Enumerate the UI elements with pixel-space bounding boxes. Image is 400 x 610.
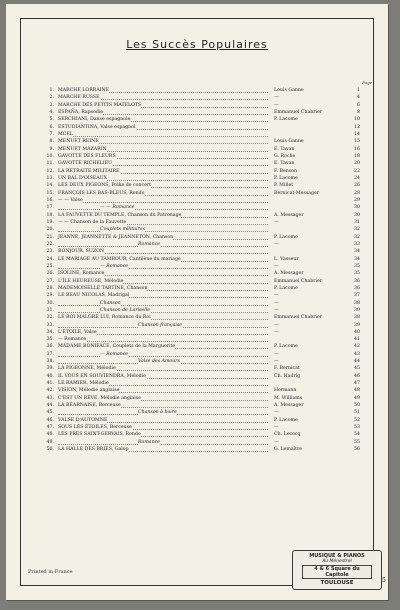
entry-page: 48 (346, 387, 360, 394)
list-item (42, 329, 360, 336)
entry-page: 6 (346, 102, 360, 109)
entry-page: 44 (346, 358, 360, 365)
list-item (42, 146, 360, 153)
entry-title: SOUS LES ÉTOILES, Berceuse (58, 425, 132, 431)
entry-title: — Romance (100, 351, 129, 357)
entry-page: 29 (346, 197, 360, 204)
entry-number: 46. (42, 417, 54, 424)
list-item (42, 256, 360, 263)
entry-author: — (274, 300, 279, 306)
entry-page: 34 (346, 248, 360, 255)
list-item (42, 402, 360, 409)
entry-title: MARCHE DES PETITS MATELOTS (58, 102, 142, 108)
entry-title: L'ÎLE HEUREUSE, Mélodie (58, 278, 124, 284)
entry-number: 2. (42, 94, 54, 101)
entry-number: 23. (42, 248, 54, 255)
stamp-line-2: Au Ménestrel (322, 559, 352, 564)
list-item (42, 197, 360, 204)
music-shop-stamp (292, 550, 382, 590)
list-item (42, 190, 360, 197)
dot-leader (58, 226, 268, 232)
dot-leader (58, 351, 268, 357)
list-item (42, 175, 360, 182)
list-item (42, 409, 360, 416)
entry-title: ESTUDIANTINA, Valse espagnol (58, 124, 136, 130)
list-item (42, 373, 360, 380)
catalog-page (6, 4, 388, 600)
entry-author: A. Messager (274, 403, 304, 409)
entry-title: — Romance (100, 263, 129, 269)
printed-in-label: Printed in France (28, 569, 73, 575)
list-item (42, 278, 360, 285)
entry-page: 43 (346, 351, 360, 358)
entry-number: 6. (42, 124, 54, 131)
dot-leader (58, 336, 268, 342)
entry-title: IL VOUS EN SOUVIENDRA, Mélodie (58, 373, 146, 379)
list-item (42, 241, 360, 248)
entry-author: — (274, 102, 279, 108)
entry-author: — (274, 263, 279, 269)
entry-title: ESPAÑA, Rapsodie (58, 109, 104, 115)
entry-title: Chanson (100, 300, 121, 306)
list-item (42, 182, 360, 189)
entry-author: — (274, 329, 279, 335)
entry-author: Ch. Lecocq (274, 432, 301, 438)
list-item (42, 351, 360, 358)
entry-author: P. Lacome (274, 344, 298, 350)
entry-number: 48. (42, 431, 54, 438)
list-item (42, 131, 360, 138)
entry-title: L'ÉTOILE, Valse (58, 329, 97, 335)
entry-number: 9. (42, 146, 54, 153)
entry-number: 14. (42, 182, 54, 189)
entry-number: 47. (42, 424, 54, 431)
entry-page: 39 (346, 322, 360, 329)
entry-page: 41 (346, 336, 360, 343)
entry-title: MADAME BONIFACE, Couplets de la Marguerite (58, 344, 176, 350)
entry-title: LA RETRAITE MILITAIRE (58, 168, 120, 174)
list-item (42, 234, 360, 241)
entry-author: — (274, 95, 279, 101)
entry-page: 32 (346, 234, 360, 241)
entry-number: 45. (42, 409, 54, 416)
entry-title: Chanson française (138, 322, 183, 328)
entry-author: Louis Ganne (274, 88, 304, 93)
entry-number: 13. (42, 175, 54, 182)
list-item (42, 343, 360, 350)
entry-author: Emmanuel Chabrier (274, 278, 323, 284)
entry-author: — (274, 307, 279, 313)
entry-author: G. Roche (274, 153, 296, 159)
entry-page: 45 (346, 365, 360, 372)
entry-page: 38 (346, 300, 360, 307)
list-item (42, 270, 360, 277)
list-item (42, 212, 360, 219)
entry-page: 22 (346, 168, 360, 175)
entry-page: 55 (346, 439, 360, 446)
entry-page: 26 (346, 182, 360, 189)
entry-title: JEANNE, JEANNETTE & JEANNETON, Chanson (58, 234, 174, 240)
entry-title: LES DEUX PIGEONS, Polka de concert (58, 183, 151, 189)
list-item (42, 226, 360, 233)
entry-title: MARCHE LORRAINE (58, 88, 110, 93)
entry-page: 4 (346, 94, 360, 101)
entry-page: 28 (346, 190, 360, 197)
entry-number: 41. (42, 380, 54, 387)
entry-title: FRANÇOIS LES BAS-BLEUS, Rondo (58, 190, 145, 196)
entry-title: VALSE D'AUTOMNE (58, 417, 108, 423)
entry-number: 44. (42, 402, 54, 409)
entry-author: F. Bernicat (274, 366, 300, 372)
entry-title: C'EST UN RÊVE, Mélodie anglaise (58, 395, 141, 401)
entry-number: 34. (42, 329, 54, 336)
list-item (42, 219, 360, 226)
list-item (42, 109, 360, 116)
entry-number: 17. (42, 204, 54, 211)
stamp-line-4: TOULOUSE (320, 580, 354, 586)
list-item (42, 153, 360, 160)
entry-title: Chanson à boire (138, 410, 177, 416)
entry-author: E. Tavan (274, 146, 295, 152)
entry-number: 5. (42, 116, 54, 123)
entry-title: — — Chanson de la Fauvette (58, 219, 127, 225)
entry-page: 51 (346, 409, 360, 416)
entry-title: GAVOTTE DES FLEURS (58, 153, 116, 159)
entry-title: SERCHIANI, Danse espagnole (58, 117, 131, 123)
list-item (42, 116, 360, 123)
list-item (42, 322, 360, 329)
entry-title: Couplets militaires (100, 227, 146, 233)
entry-page: 34 (346, 256, 360, 263)
list-item (42, 314, 360, 321)
entry-title: Romance (138, 439, 161, 445)
stamp-line-3: 4 & 6 Square du Capitole (302, 565, 372, 579)
entry-author: Louis Ganne (274, 139, 304, 145)
entry-author: G. Lemaître (274, 447, 303, 453)
entry-page: 15 (346, 138, 360, 145)
entry-page: 35 (346, 270, 360, 277)
entry-number: 11. (42, 160, 54, 167)
list-item (42, 387, 360, 394)
entry-number: 10. (42, 153, 54, 160)
dot-leader (58, 131, 268, 137)
dot-leader (58, 263, 268, 269)
entry-page: 30 (346, 212, 360, 219)
entry-page: 37 (346, 292, 360, 299)
entry-page: 36 (346, 278, 360, 285)
entry-title: LES PRÉS SAINT-GERVAIS, Rondo (58, 432, 141, 438)
entry-author: — (274, 241, 279, 247)
entry-title: MENUET MAZARIN (58, 146, 107, 152)
entry-number: 19. (42, 219, 54, 226)
entry-author: Emmanuel Chabrier (274, 109, 323, 115)
entry-author: P. Lacome (274, 175, 298, 181)
entry-page: 49 (346, 395, 360, 402)
entry-number: 32. (42, 314, 54, 321)
entry-number: 43. (42, 395, 54, 402)
entry-page: 10 (346, 116, 360, 123)
entry-page: 18 (346, 153, 360, 160)
entry-number: 38. (42, 358, 54, 365)
entry-title: VISION, Mélodie anglaise (58, 388, 120, 394)
entry-number: 8. (42, 138, 54, 145)
entry-title: LE RAMIER, Mélodie (58, 381, 109, 387)
list-item (42, 124, 360, 131)
entry-page: 33 (346, 241, 360, 248)
entry-page: 31 (346, 219, 360, 226)
entry-author: F. Benson (274, 168, 297, 174)
entry-title: — — Valse (58, 197, 83, 203)
entry-page: 40 (346, 329, 360, 336)
entry-number: 7. (42, 131, 54, 138)
entry-title: LA FAUVETTE DU TEMPLE, Chanson du Patronage (58, 212, 182, 218)
entry-author: — (274, 293, 279, 299)
entry-title: — Romance (58, 337, 87, 343)
entry-number: 31. (42, 307, 54, 314)
entry-page: 32 (346, 226, 360, 233)
entry-title: GAVOTTE RICHELIEU (58, 161, 113, 167)
entry-author: A. Messager (274, 271, 304, 277)
entry-title: LE MARIAGE AU TAMBOUR, Cantilène du mariage (58, 256, 181, 262)
entry-page: 50 (346, 402, 360, 409)
page-title: Les Succès Populaires (126, 38, 268, 51)
list-item (42, 300, 360, 307)
list-item (42, 439, 360, 446)
entry-number: 22. (42, 241, 54, 248)
entry-title: UN BAL D'OISEAUX (58, 175, 108, 181)
entry-page: 47 (346, 380, 360, 387)
entry-author: Hermann (274, 388, 297, 394)
entry-number: 12. (42, 168, 54, 175)
entry-number: 3. (42, 102, 54, 109)
entry-page: 24 (346, 175, 360, 182)
list-item (42, 285, 360, 292)
entry-page: 54 (346, 431, 360, 438)
entry-title: Valse des Amours (138, 359, 180, 365)
entry-number: 16. (42, 197, 54, 204)
list-item (42, 204, 360, 211)
entry-number: 40. (42, 373, 54, 380)
entry-number: 50. (42, 446, 54, 453)
entry-author: P. Lacome (274, 417, 298, 423)
entry-number: 28. (42, 285, 54, 292)
entry-number: 36. (42, 343, 54, 350)
entry-page: 46 (346, 373, 360, 380)
list-item (42, 417, 360, 424)
entry-author: — (274, 219, 279, 225)
list-item (42, 307, 360, 314)
entry-number: 35. (42, 336, 54, 343)
entry-page: 20 (346, 160, 360, 167)
list-item (42, 160, 360, 167)
stamp-line-1: MUSIQUE & PIANOS (309, 553, 365, 559)
entry-number: 42. (42, 387, 54, 394)
entry-page: 36 (346, 285, 360, 292)
entry-title: LA PIGEONNE, Mélodie (58, 366, 116, 372)
list-item (42, 380, 360, 387)
list-item (42, 102, 360, 109)
entry-page: 30 (346, 204, 360, 211)
entry-title: Chanson de Lariselle (100, 307, 151, 313)
entry-number: 33. (42, 322, 54, 329)
list-item (42, 424, 360, 431)
entry-title: MCEL (58, 131, 73, 137)
entry-author: — (274, 322, 279, 328)
entry-title: — — Romance (100, 205, 135, 211)
entry-number: 15. (42, 190, 54, 197)
entry-page: 52 (346, 417, 360, 424)
list-item (42, 395, 360, 402)
entry-title: MADEMOISELLE TARTINE, Chanson (58, 285, 148, 291)
entry-page: 14 (346, 131, 360, 138)
list-item (42, 248, 360, 255)
entry-page: 42 (346, 343, 360, 350)
entry-author: P. Lacome (274, 285, 298, 291)
list-item (42, 446, 360, 453)
list-item (42, 87, 360, 94)
entry-number: 1. (42, 87, 54, 94)
list-item (42, 263, 360, 270)
entry-page: 39 (346, 307, 360, 314)
entry-title: MENUET REINE (58, 139, 99, 145)
entry-author: P. Lacome (274, 234, 298, 240)
entry-number: 39. (42, 365, 54, 372)
list-item (42, 358, 360, 365)
dot-leader (58, 241, 268, 247)
entry-number: 37. (42, 351, 54, 358)
entry-author: Bernicat-Messager (274, 190, 320, 196)
entry-number: 30. (42, 300, 54, 307)
entry-title: BONJOUR, SUZON (58, 249, 105, 255)
dot-leader (58, 300, 268, 306)
entry-title: LE ROI MALGRÉ LUI, Romance du Roi (58, 315, 151, 321)
entry-author: — (274, 410, 279, 416)
list-item (42, 94, 360, 101)
entry-number: 20. (42, 226, 54, 233)
entry-author: Emmanuel Chabrier (274, 315, 323, 321)
entry-author: A. Messager (274, 212, 304, 218)
entry-page: 8 (346, 109, 360, 116)
entry-title: Romance (138, 241, 161, 247)
entry-page: 16 (346, 146, 360, 153)
entry-number: 29. (42, 292, 54, 299)
entry-title: LE BEAU NICOLAS, Madrigal (58, 293, 130, 299)
entry-number: 24. (42, 256, 54, 263)
entry-title: LA HALLE DES BRIES, Galop (58, 447, 129, 453)
entry-author: P. Lacome (274, 117, 298, 123)
dot-leader (58, 204, 268, 210)
list-item (42, 431, 360, 438)
entry-page: 53 (346, 424, 360, 431)
entry-number: 18. (42, 212, 54, 219)
entry-number: 25. (42, 263, 54, 270)
entry-author: L. Vasseur (274, 256, 299, 262)
entry-number: 4. (42, 109, 54, 116)
entry-author: P. Millet (274, 183, 294, 189)
list-item (42, 168, 360, 175)
list-item (42, 336, 360, 343)
entry-page: 12 (346, 124, 360, 131)
page-marker: 5 (382, 577, 386, 584)
entry-title: MARCHE RUSSE (58, 95, 100, 101)
entry-number: 49. (42, 439, 54, 446)
entry-number: 27. (42, 278, 54, 285)
entry-page: 38 (346, 314, 360, 321)
entry-author: Ch. Hadrig (274, 373, 301, 379)
contents-list (42, 87, 360, 453)
entry-page: 1 (346, 87, 360, 94)
entry-number: 26. (42, 270, 54, 277)
page-column-header: Page (362, 80, 372, 85)
list-item (42, 365, 360, 372)
entry-author: — (274, 351, 279, 357)
entry-page: 35 (346, 263, 360, 270)
dot-leader (58, 307, 268, 313)
dot-leader (58, 439, 268, 445)
list-item (42, 138, 360, 145)
entry-author: — (274, 439, 279, 445)
entry-title: LA BÉARNAISE, Berceuse (58, 403, 121, 409)
entry-number: 21. (42, 234, 54, 241)
entry-title: ISOLINE, Romance (58, 271, 105, 277)
list-item (42, 292, 360, 299)
entry-author: — (274, 359, 279, 365)
entry-author: M. Williams (274, 395, 303, 401)
entry-page: 56 (346, 446, 360, 453)
entry-author: E. Tavan (274, 161, 295, 167)
dot-leader (58, 197, 268, 203)
entry-author: — (274, 425, 279, 431)
